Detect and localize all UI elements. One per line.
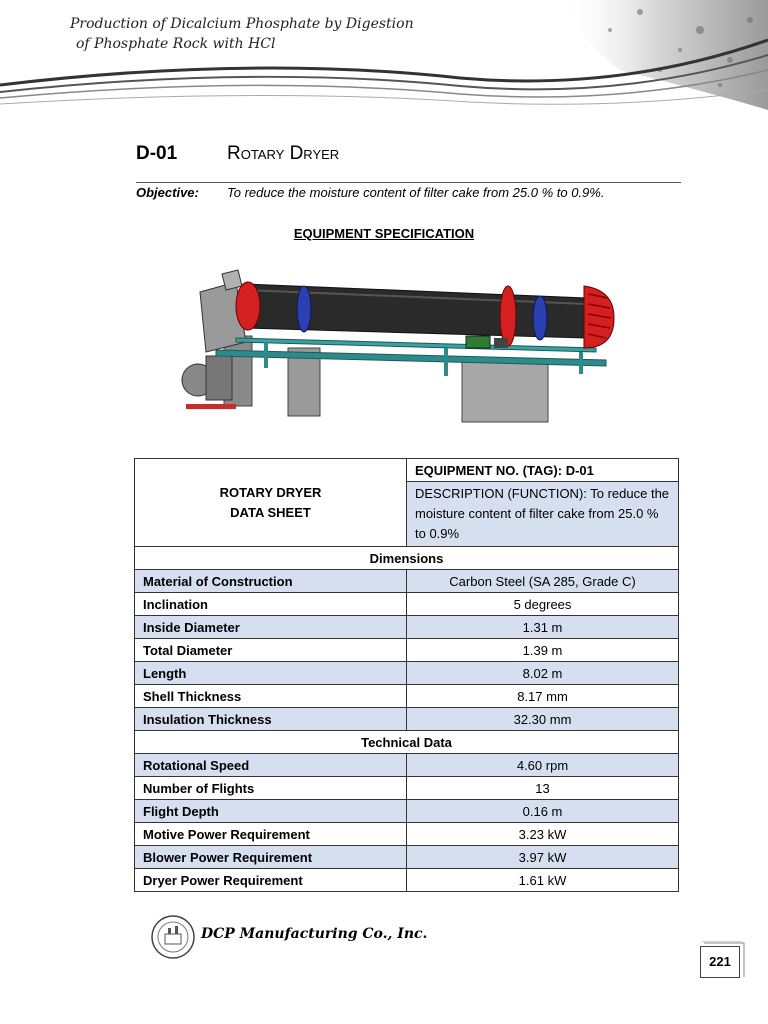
table-row bbox=[135, 639, 679, 662]
table-row bbox=[135, 823, 679, 846]
row-label: Motive Power Requirement bbox=[135, 823, 407, 846]
row-value: 3.23 kW bbox=[407, 823, 679, 846]
page-number-box bbox=[700, 941, 746, 981]
row-label: Inclination bbox=[135, 593, 407, 616]
row-label: Dryer Power Requirement bbox=[135, 869, 407, 892]
row-value: 0.16 m bbox=[407, 800, 679, 823]
rotary-dryer-data-sheet bbox=[134, 458, 679, 892]
sheet-title-cell bbox=[135, 459, 407, 547]
datasheet-header-row bbox=[135, 459, 679, 482]
company-name: DCP Manufacturing Co., Inc. bbox=[201, 926, 428, 942]
table-row bbox=[135, 708, 679, 731]
row-value: 32.30 mm bbox=[407, 708, 679, 731]
table-row bbox=[135, 616, 679, 639]
technical-header-row bbox=[135, 731, 679, 754]
row-value: 8.02 m bbox=[407, 662, 679, 685]
equipment-tag: D-01 bbox=[136, 143, 178, 164]
dimensions-header: Dimensions bbox=[135, 547, 679, 570]
title-line-1: Production of Dicalcium Phosphate by Digestion bbox=[70, 16, 414, 32]
table-row bbox=[135, 869, 679, 892]
row-label: Shell Thickness bbox=[135, 685, 407, 708]
objective-divider bbox=[136, 182, 681, 183]
company-logo bbox=[150, 914, 196, 965]
table-row bbox=[135, 846, 679, 869]
title-line-2: of Phosphate Rock with HCl bbox=[76, 36, 276, 52]
page-header bbox=[0, 0, 768, 125]
table-row bbox=[135, 777, 679, 800]
table-row bbox=[135, 662, 679, 685]
row-label: Material of Construction bbox=[135, 570, 407, 593]
equipment-name: Rotary Dryer bbox=[227, 143, 340, 164]
row-value: Carbon Steel (SA 285, Grade C) bbox=[407, 570, 679, 593]
row-value: 1.31 m bbox=[407, 616, 679, 639]
row-label: Inside Diameter bbox=[135, 616, 407, 639]
rotary-dryer-illustration bbox=[176, 256, 616, 446]
objective-text: To reduce the moisture content of filter cake from 25.0 % to 0.9%. bbox=[227, 185, 605, 200]
row-label: Rotational Speed bbox=[135, 754, 407, 777]
table-row bbox=[135, 754, 679, 777]
sheet-title-line-1: ROTARY DRYER bbox=[219, 484, 322, 500]
row-label: Total Diameter bbox=[135, 639, 407, 662]
table-row bbox=[135, 685, 679, 708]
equipment-number: EQUIPMENT NO. (TAG): D-01 bbox=[407, 459, 679, 482]
objective-label: Objective: bbox=[136, 185, 199, 200]
document-title bbox=[70, 14, 414, 54]
table-row bbox=[135, 800, 679, 823]
table-row bbox=[135, 570, 679, 593]
row-label: Length bbox=[135, 662, 407, 685]
page-number: 221 bbox=[700, 946, 740, 978]
row-label: Number of Flights bbox=[135, 777, 407, 800]
row-value: 4.60 rpm bbox=[407, 754, 679, 777]
table-row bbox=[135, 593, 679, 616]
row-label: Insulation Thickness bbox=[135, 708, 407, 731]
equipment-description: DESCRIPTION (FUNCTION): To reduce the moisture content of filter cake from 25.0 % to 0.9% bbox=[407, 482, 679, 547]
section-title: EQUIPMENT SPECIFICATION bbox=[293, 226, 475, 241]
row-label: Flight Depth bbox=[135, 800, 407, 823]
dimensions-header-row bbox=[135, 547, 679, 570]
row-label: Blower Power Requirement bbox=[135, 846, 407, 869]
row-value: 3.97 kW bbox=[407, 846, 679, 869]
row-value: 1.61 kW bbox=[407, 869, 679, 892]
row-value: 8.17 mm bbox=[407, 685, 679, 708]
technical-header: Technical Data bbox=[135, 731, 679, 754]
row-value: 5 degrees bbox=[407, 593, 679, 616]
sheet-title-line-2: DATA SHEET bbox=[230, 504, 311, 520]
row-value: 13 bbox=[407, 777, 679, 800]
row-value: 1.39 m bbox=[407, 639, 679, 662]
